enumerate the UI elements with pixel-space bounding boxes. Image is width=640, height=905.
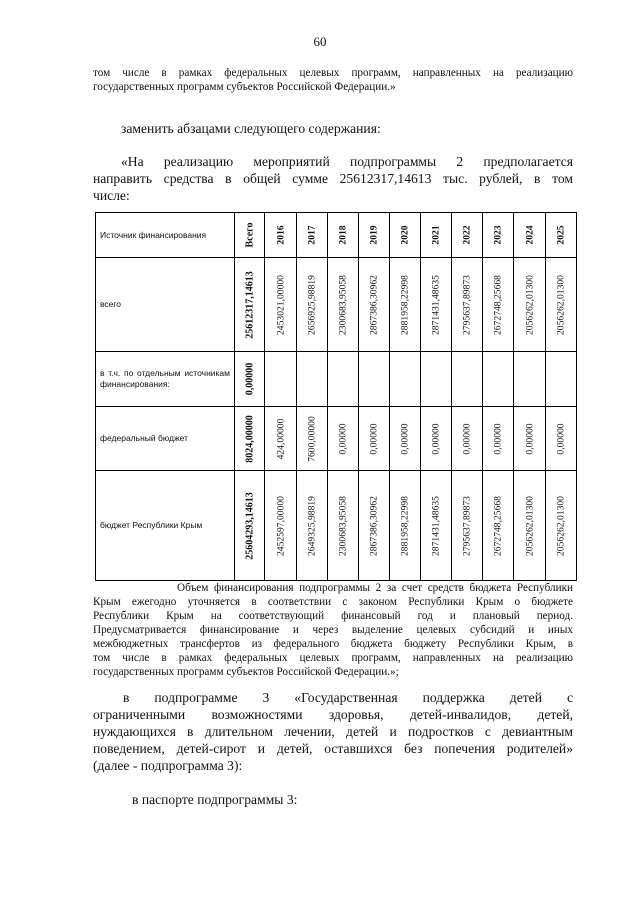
table-cell	[328, 352, 359, 407]
volume-line: том числе в рамках федеральных целевых программ, направленных на реализацию	[93, 652, 573, 664]
funding-line: направить средства в общей сумме 25612317,14613 тыс. рублей, в том	[93, 171, 573, 186]
table-cell: 2672748,25668	[483, 471, 514, 581]
table-cell: 2881958,22998	[390, 258, 421, 352]
table-row	[96, 407, 577, 471]
header-row	[96, 213, 577, 258]
table-cell: 0,00000	[546, 407, 577, 471]
header-label: Источник финансирования	[96, 213, 235, 258]
table-cell: 0,00000	[514, 407, 546, 471]
volume-line: Объем финансирования подпрограммы 2 за счет средств бюджета Республики	[177, 582, 573, 594]
replace-instruction: заменить абзацами следующего содержания:	[121, 121, 381, 136]
year-header: 2024	[514, 213, 546, 258]
row-total: 25604293,14613	[235, 471, 265, 581]
table-cell: 0,00000	[421, 407, 452, 471]
year-header: 2020	[390, 213, 421, 258]
volume-line: межбюджетных трансфертов из федерального бюджета бюджету Республики Крым, в	[93, 638, 573, 650]
table-cell	[452, 352, 483, 407]
table-cell: 2300683,95058	[328, 471, 359, 581]
subprogram3-line: поведением, детей-сирот и детей, оставшихся без попечения родителей»	[93, 741, 573, 756]
volume-line: Республики Крым на соответствующий финансовый год и плановый период.	[93, 610, 573, 622]
passport-instruction: в паспорте подпрограммы 3:	[132, 792, 298, 807]
table-cell	[359, 352, 390, 407]
table-cell	[297, 352, 328, 407]
subprogram3-line: (далее - подпрограмма 3):	[93, 758, 243, 773]
table-cell: 2452597,00000	[265, 471, 297, 581]
year-header: 2019	[359, 213, 390, 258]
intro-line: том числе в рамках федеральных целевых программ, направленных на реализацию	[93, 67, 573, 79]
table-cell	[265, 352, 297, 407]
table-cell: 0,00000	[483, 407, 514, 471]
table-cell	[514, 352, 546, 407]
table-cell: 7600,00000	[297, 407, 328, 471]
table-cell: 2056262,01300	[546, 258, 577, 352]
volume-paragraph	[93, 581, 573, 679]
year-header: 2016	[265, 213, 297, 258]
funding-line: числе:	[93, 188, 130, 203]
row-total: 8024,00000	[235, 407, 265, 471]
subprogram3-line: нуждающихся в длительном лечении, детей и подростков с девиантным	[93, 724, 573, 739]
table-cell: 424,00000	[265, 407, 297, 471]
row-label: федеральный бюджет	[96, 407, 235, 471]
table-cell: 2056262,01300	[514, 258, 546, 352]
table-cell	[390, 352, 421, 407]
table-cell: 2881958,22998	[390, 471, 421, 581]
table-cell: 2795637,89873	[452, 258, 483, 352]
row-label: всего	[96, 258, 235, 352]
table-cell: 2056262,01300	[514, 471, 546, 581]
table-row	[96, 352, 577, 407]
table-cell: 2649325,98819	[297, 471, 328, 581]
table-cell: 2871431,48635	[421, 471, 452, 581]
funding-paragraph	[93, 153, 573, 204]
intro-line: государственных программ субъектов Российской Федерации.»	[93, 81, 396, 93]
table-row	[96, 471, 577, 581]
row-label: бюджет Республики Крым	[96, 471, 235, 581]
row-total: 0,00000	[235, 352, 265, 407]
table-row	[96, 258, 577, 352]
table-cell: 2656925,98819	[297, 258, 328, 352]
table-cell: 2795637,89873	[452, 471, 483, 581]
volume-line: государственных программ субъектов Российской Федерации.»;	[93, 666, 399, 678]
table-cell: 2453021,00000	[265, 258, 297, 352]
header-total: Всего	[235, 213, 265, 258]
year-header: 2025	[546, 213, 577, 258]
table-cell: 2871431,48635	[421, 258, 452, 352]
table-cell	[483, 352, 514, 407]
table-cell: 0,00000	[359, 407, 390, 471]
year-header: 2018	[328, 213, 359, 258]
volume-line: Крым ежегодно уточняется в соответствии с законом Республики Крым о бюджете	[93, 596, 573, 608]
volume-line: Предусматривается финансирование и через выделение целевых субсидий и иных	[93, 624, 573, 636]
year-header: 2023	[483, 213, 514, 258]
table-cell: 0,00000	[328, 407, 359, 471]
table-cell: 2867386,30962	[359, 258, 390, 352]
table-cell	[421, 352, 452, 407]
table-cell: 0,00000	[452, 407, 483, 471]
year-header: 2022	[452, 213, 483, 258]
intro-paragraph	[93, 66, 573, 94]
table-cell: 2300683,95058	[328, 258, 359, 352]
subprogram3-line: ограниченными возможностями здоровья, детей-инвалидов, детей,	[93, 707, 573, 722]
table-cell: 0,00000	[390, 407, 421, 471]
table-cell: 2672748,25668	[483, 258, 514, 352]
financing-table	[95, 212, 577, 581]
funding-line: «На реализацию мероприятий подпрограммы 2 предполагается	[121, 154, 573, 169]
row-label: в т.ч. по отдельным источникам финансирования:	[96, 352, 235, 407]
year-header: 2017	[297, 213, 328, 258]
table-cell	[546, 352, 577, 407]
page-number: 60	[313, 34, 327, 49]
row-total: 25612317,14613	[235, 258, 265, 352]
table-cell: 2867386,30962	[359, 471, 390, 581]
subprogram3-paragraph	[93, 689, 573, 774]
year-header: 2021	[421, 213, 452, 258]
table-cell: 2056262,01300	[546, 471, 577, 581]
subprogram3-line: в подпрограмме 3 «Государственная поддержка детей с	[123, 690, 573, 705]
